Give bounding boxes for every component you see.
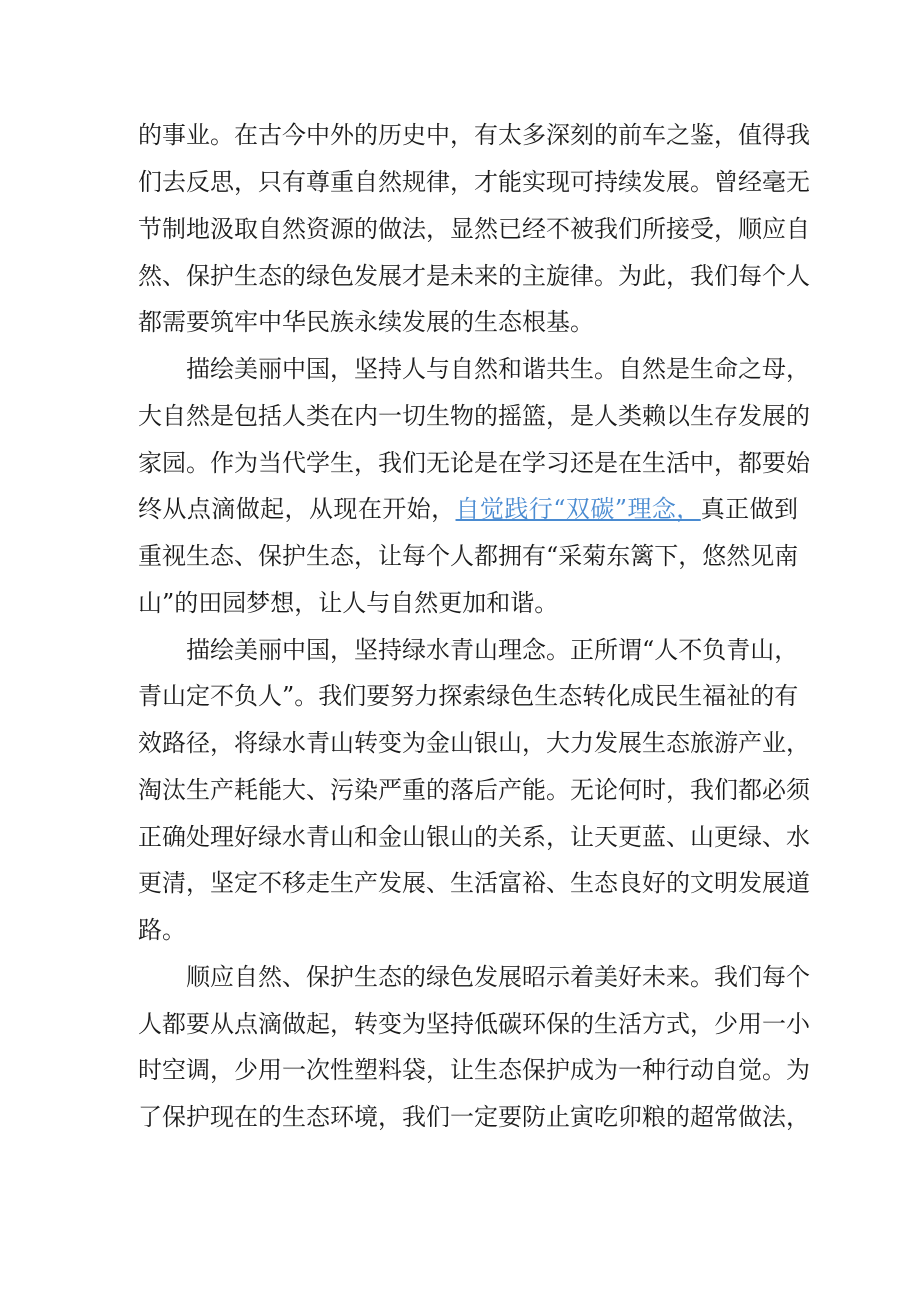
paragraph-4-line-3: 时空调，少用一次性塑料袋，让生态保护成为一种行动自觉。为 xyxy=(138,1056,810,1084)
paragraph-3-line-1: 描绘美丽中国，坚持绿水青山理念。正所谓“人不负青山， xyxy=(186,636,799,664)
paragraph-3-line-6: 更清，坚定不移走生产发展、生活富裕、生态良好的文明发展道 xyxy=(138,869,810,897)
paragraph-3-line-7: 路。 xyxy=(138,916,186,944)
paragraph-2-line-4-start: 终从点滴做起，从现在开始， xyxy=(138,495,456,523)
paragraph-2-line-6: 山”的田园梦想，让人与自然更加和谐。 xyxy=(138,589,559,617)
paragraph-2-line-3: 家园。作为当代学生，我们无论是在学习还是在生活中，都要始 xyxy=(138,449,810,477)
paragraph-1-line-1: 的事业。在古今中外的历史中，有太多深刻的前车之鉴，值得我 xyxy=(138,121,810,149)
paragraph-4-line-1: 顺应自然、保护生态的绿色发展昭示着美好未来。我们每个 xyxy=(186,963,810,991)
paragraph-2-line-4-end: 真正做到 xyxy=(700,495,799,523)
paragraph-1-line-5: 都需要筑牢中华民族永续发展的生态根基。 xyxy=(138,308,594,336)
paragraph-2-line-1: 描绘美丽中国，坚持人与自然和谐共生。自然是生命之母， xyxy=(186,355,810,383)
paragraph-4-line-4: 了保护现在的生态环境，我们一定要防止寅吃卯粮的超常做法， xyxy=(138,1103,810,1131)
paragraph-1-line-4: 然、保护生态的绿色发展才是未来的主旋律。为此，我们每个人 xyxy=(138,262,810,290)
paragraph-3-line-5: 正确处理好绿水青山和金山银山的关系，让天更蓝、山更绿、水 xyxy=(138,823,810,851)
paragraph-2-line-4 xyxy=(138,489,798,529)
paragraph-1-line-3: 节制地汲取自然资源的做法，显然已经不被我们所接受，顺应自 xyxy=(138,215,810,243)
paragraph-1-line-2: 们去反思，只有尊重自然规律，才能实现可持续发展。曾经毫无 xyxy=(138,168,810,196)
double-carbon-link[interactable]: 自觉践行“双碳”理念， xyxy=(455,495,701,523)
paragraph-3-line-3: 效路径，将绿水青山转变为金山银山，大力发展生态旅游产业， xyxy=(138,729,810,757)
paragraph-2-line-2: 大自然是包括人类在内一切生物的摇篮，是人类赖以生存发展的 xyxy=(138,402,810,430)
paragraph-2-line-5: 重视生态、保护生态，让每个人都拥有“采菊东篱下，悠然见南 xyxy=(138,542,799,570)
paragraph-4-line-2: 人都要从点滴做起，转变为坚持低碳环保的生活方式，少用一小 xyxy=(138,1010,810,1038)
paragraph-3-line-4: 淘汰生产耗能大、污染严重的落后产能。无论何时，我们都必须 xyxy=(138,776,810,804)
paragraph-3-line-2: 青山定不负人”。我们要努力探索绿色生态转化成民生福祉的有 xyxy=(138,682,799,710)
